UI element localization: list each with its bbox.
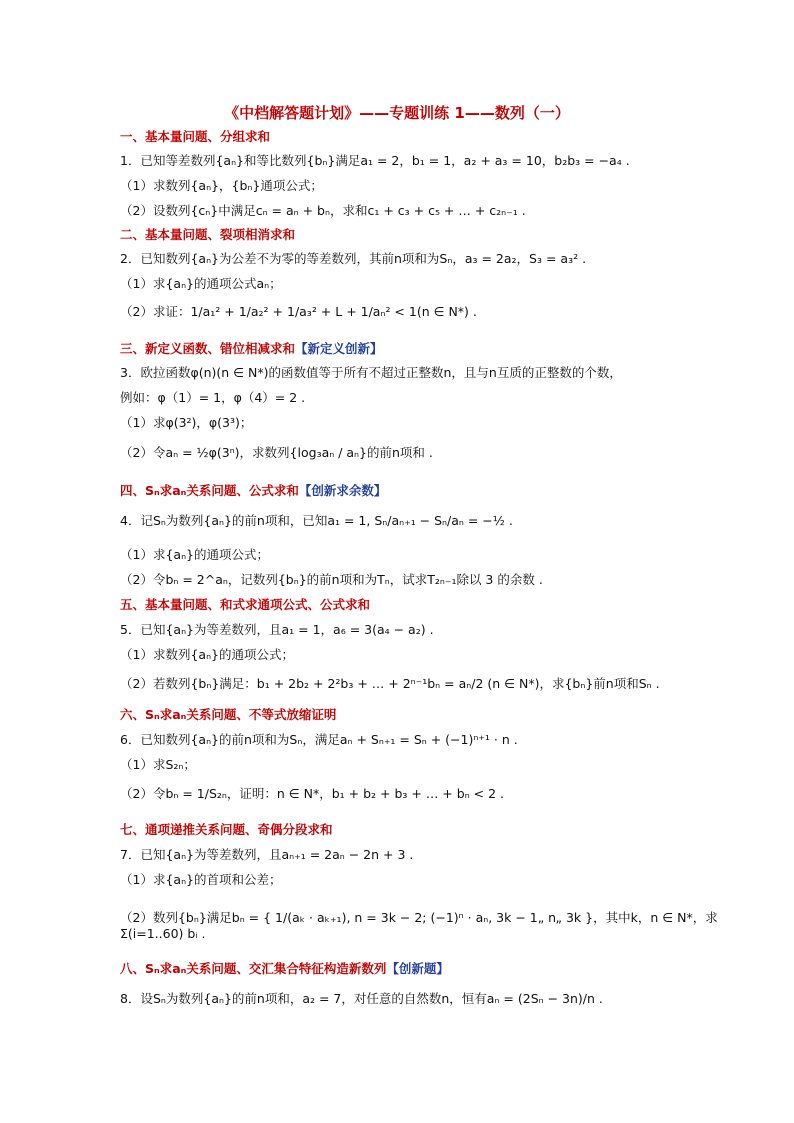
problem-6-part-2: （2）令bₙ = 1/S₂ₙ，证明：n ∈ N*，b₁ + b₂ + b₃ + … + bₙ < 2 . <box>120 786 504 801</box>
problem-3: 3．欧拉函数φ(n)(n ∈ N*)的函数值等于所有不超过正整数n，且与n互质的正整数的个数， <box>120 365 622 380</box>
section-heading-3 <box>120 340 720 358</box>
section-heading-8 <box>120 960 720 978</box>
problem-5-part-2: （2）若数列{bₙ}满足：b₁ + 2b₂ + 2²b₃ + … + 2ⁿ⁻¹bₙ = aₙ/2 (n ∈ N*)，求{bₙ}前n项和Sₙ . <box>120 676 660 691</box>
section-tag-3: 【新定义创新】 <box>295 341 383 356</box>
problem-3-part-2: （2）令aₙ = ½φ(3ⁿ)，求数列{log₃aₙ / aₙ}的前n项和 . <box>120 445 433 460</box>
problem-7-part-2: （2）数列{bₙ}满足bₙ = { 1/(aₖ · aₖ₊₁), n = 3k − 2; (−1)ⁿ · aₙ, 3k − 1„ n„ 3k }，其中k，n ∈ N*，求 Σ(i=1..60) bᵢ . <box>120 910 718 941</box>
problem-6-part-1: （1）求S₂ₙ； <box>120 757 196 772</box>
section-heading-1: 一、基本量问题、分组求和 <box>120 129 271 144</box>
problem-4-part-2: （2）令bₙ = 2^aₙ，记数列{bₙ}的前n项和为Tₙ，试求T₂ₙ₋₁除以 3 的余数 . <box>120 572 543 587</box>
section-tag-4: 【创新求余数】 <box>298 483 387 498</box>
problem-1-part-2: （2）设数列{cₙ}中满足cₙ = aₙ + bₙ，求和c₁ + c₃ + c₅ + … + c₂ₙ₋₁ . <box>120 203 526 218</box>
problem-4-part-1: （1）求{aₙ}的通项公式； <box>120 547 269 562</box>
section-heading-4-text: 四、Sₙ求aₙ关系问题、公式求和 <box>120 483 299 498</box>
problem-1: 1．已知等差数列{aₙ}和等比数列{bₙ}满足a₁ = 2，b₁ = 1，a₂ + a₃ = 10，b₂b₃ = −a₄ . <box>120 153 630 168</box>
page-title: 《中档解答题计划》——专题训练 1——数列（一） <box>224 104 570 122</box>
section-heading-2: 二、基本量问题、裂项相消求和 <box>120 227 296 242</box>
problem-3-example: 例如：φ（1）= 1，φ（4）= 2 . <box>120 390 306 405</box>
section-heading-3-text: 三、新定义函数、错位相减求和 <box>120 341 296 356</box>
problem-2: 2．已知数列{aₙ}为公差不为零的等差数列，其前n项和为Sₙ，a₃ = 2a₂，S₃ = a₃² . <box>120 251 587 266</box>
problem-5: 5．已知{aₙ}为等差数列，且a₁ = 1，a₆ = 3(a₄ − a₂) . <box>120 622 434 637</box>
problem-6: 6．已知数列{aₙ}的前n项和为Sₙ，满足aₙ + Sₙ₊₁ = Sₙ + (−1)ⁿ⁺¹ · n . <box>120 732 518 747</box>
section-tag-8: 【创新题】 <box>386 961 449 976</box>
problem-4: 4．记Sₙ为数列{aₙ}的前n项和，已知a₁ = 1, Sₙ/aₙ₊₁ − Sₙ/aₙ = −½ . <box>120 513 513 528</box>
problem-7: 7．已知{aₙ}为等差数列，且aₙ₊₁ = 2aₙ − 2n + 3 . <box>120 847 414 862</box>
section-heading-5: 五、基本量问题、和式求通项公式、公式求和 <box>120 597 371 612</box>
problem-2-part-2: （2）求证：1/a₁² + 1/a₂² + 1/a₃² + L + 1/aₙ² < 1(n ∈ N*) . <box>120 304 477 319</box>
section-heading-6: 六、Sₙ求aₙ关系问题、不等式放缩证明 <box>120 707 337 722</box>
problem-2-part-1: （1）求{aₙ}的通项公式aₙ； <box>120 276 282 291</box>
problem-1-part-1: （1）求数列{aₙ}，{bₙ}通项公式； <box>120 178 323 193</box>
problem-5-part-1: （1）求数列{aₙ}的通项公式； <box>120 647 294 662</box>
problem-7-part-1: （1）求{aₙ}的首项和公差； <box>120 872 282 887</box>
section-heading-4 <box>120 482 720 500</box>
problem-3-part-1: （1）求φ(3²)，φ(3³)； <box>120 415 253 430</box>
section-heading-7: 七、通项递推关系问题、奇偶分段求和 <box>120 822 333 837</box>
section-heading-8-text: 八、Sₙ求aₙ关系问题、交汇集合特征构造新数列 <box>120 961 387 976</box>
problem-8: 8．设Sₙ为数列{aₙ}的前n项和，a₂ = 7，对任意的自然数n，恒有aₙ = (2Sₙ − 3n)/n . <box>120 991 603 1006</box>
